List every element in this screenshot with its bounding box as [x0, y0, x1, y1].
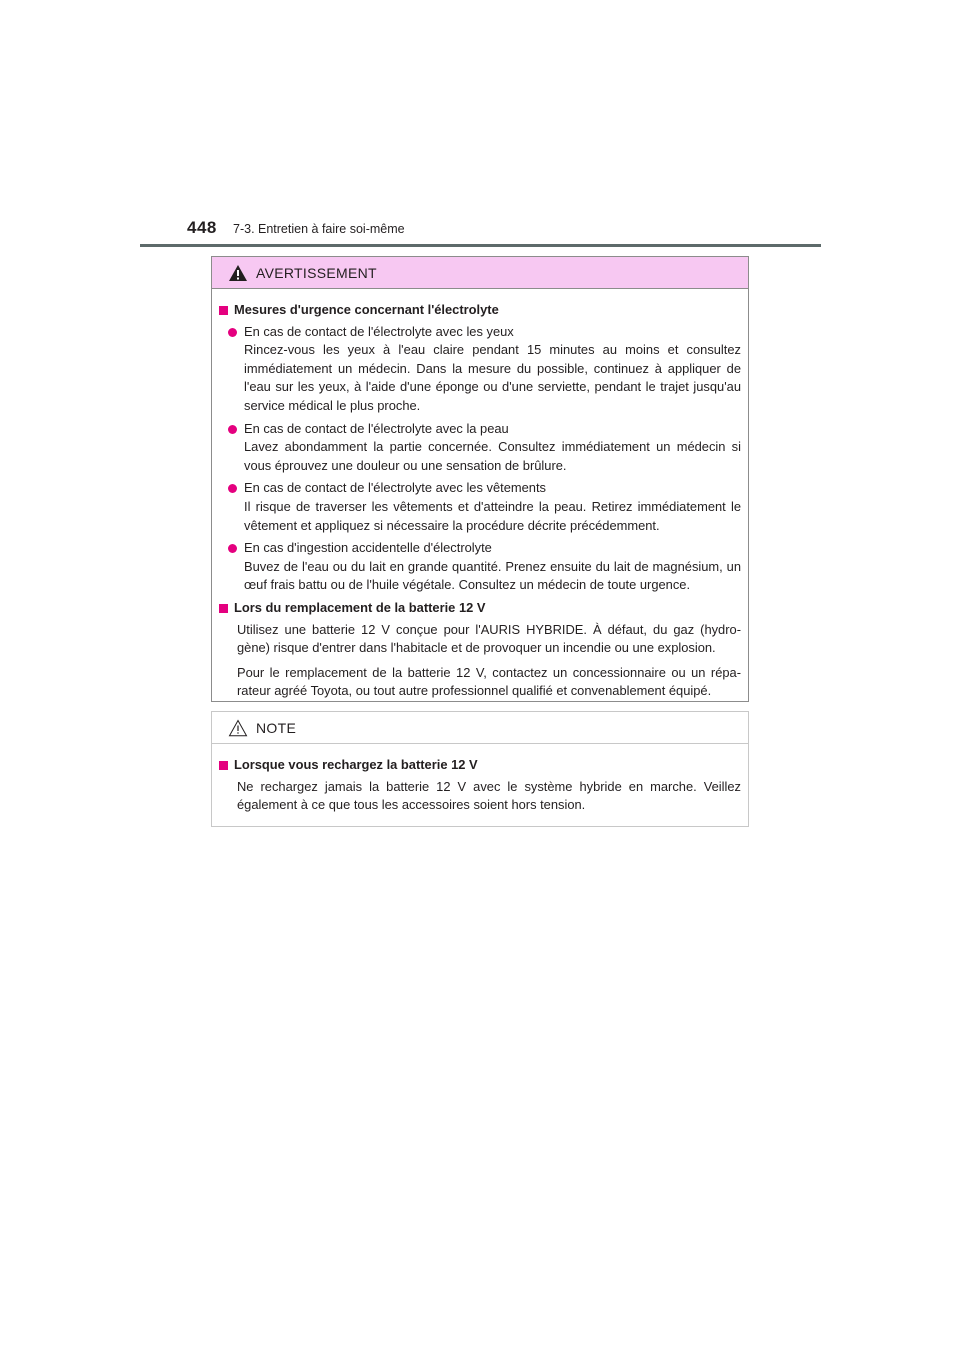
note-body [212, 744, 748, 815]
warning-title: AVERTISSEMENT [256, 264, 377, 281]
note-box [211, 711, 749, 827]
bullet-text: Il risque de traverser les vêtements et d'atteindre la peau. Retirez immédiatement le vêtement et appliquez si nécessaire la procédure décrite précédemment. [244, 498, 741, 533]
replacement-paragraph: Pour le remplacement de la batterie 12 V, contactez un concessionnaire ou un répa-rateur agréé Toyota, ou tout autre professionnel qualifié et convenablement équipé. [237, 664, 741, 699]
warning-heading-electrolyte [219, 301, 741, 320]
bullet-text: Rincez-vous les yeux à l'eau claire pendant 15 minutes au moins et consultez immédiatement un médecin. Dans la mesure du possible, continuez à appliquer de l'eau sur les yeux, à l'aide d'une éponge ou d'une serviette, pendant le trajet jusqu'au service médical le plus proche. [244, 342, 741, 413]
bullet-text: Lavez abondamment la partie concernée. Consultez immédiatement un médecin si vous éprouvez une douleur ou une sensation de brûlure. [244, 439, 741, 473]
square-bullet-icon [219, 306, 228, 315]
warning-body [212, 289, 748, 701]
bullet-ingestion [228, 539, 741, 595]
square-bullet-icon [219, 761, 228, 770]
dot-bullet-icon [228, 328, 237, 337]
dot-bullet-icon [228, 425, 237, 434]
heading-text: Lorsque vous rechargez la batterie 12 V [234, 757, 478, 772]
bullet-title: En cas de contact de l'électrolyte avec la peau [244, 420, 509, 436]
heading-text: Lors du remplacement de la batterie 12 V [234, 599, 486, 615]
note-paragraph: Ne rechargez jamais la batterie 12 V avec le système hybride en marche. Veillez également à ce que tous les accessoires soient hors tension. [237, 778, 741, 813]
note-title: NOTE [256, 719, 297, 736]
header-rule [140, 244, 821, 247]
note-header [212, 712, 748, 744]
bullet-skin [228, 420, 741, 476]
caution-triangle-icon [228, 719, 248, 737]
page-number: 448 [187, 218, 217, 237]
square-bullet-icon [219, 604, 228, 613]
dot-bullet-icon [228, 484, 237, 493]
warning-triangle-icon [228, 264, 248, 282]
warning-header [212, 257, 748, 289]
dot-bullet-icon [228, 544, 237, 553]
warning-heading-replacement [219, 599, 741, 618]
bullet-title: En cas de contact de l'électrolyte avec les vêtements [244, 480, 546, 496]
bullet-text: Buvez de l'eau ou du lait en grande quantité. Prenez ensuite du lait de magnésium, un œuf frais battu ou de l'huile végétale. Consultez un médecin de toute urgence. [244, 558, 741, 593]
section-title: 7-3. Entretien à faire soi-même [233, 222, 405, 236]
warning-box [211, 256, 749, 702]
bullet-title: En cas de contact de l'électrolyte avec les yeux [244, 323, 514, 339]
bullet-eyes [228, 323, 741, 416]
bullet-clothing [228, 479, 741, 535]
heading-text: Mesures d'urgence concernant l'électrolyte [234, 302, 499, 317]
note-heading [219, 756, 741, 775]
replacement-paragraph: Utilisez une batterie 12 V conçue pour l'AURIS HYBRIDE. À défaut, du gaz (hydro-gène) risque d'entrer dans l'habitacle et de provoquer un incendie ou une explosion. [237, 621, 741, 656]
bullet-title: En cas d'ingestion accidentelle d'électrolyte [244, 540, 492, 556]
